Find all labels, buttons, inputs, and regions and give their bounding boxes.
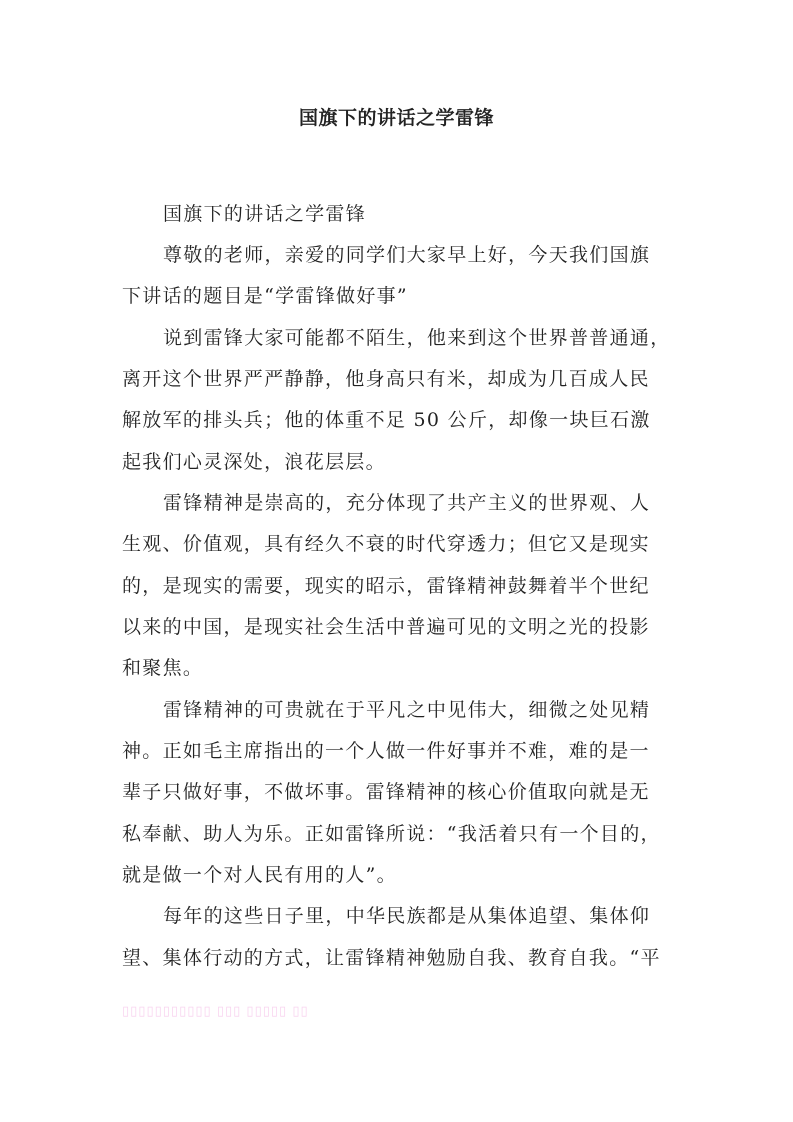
- paragraph-line: 的，是现实的需要，现实的昭示，雷锋精神鼓舞着半个世纪: [122, 575, 650, 597]
- paragraph-line: 望、集体行动的方式，让雷锋精神勉励自我、教育自我。“平: [122, 947, 661, 969]
- paragraph-line: 生观、价值观，具有经久不衰的时代穿透力；但它又是现实: [122, 533, 650, 555]
- faint-watermark: ▯▯▯▯▯▯▯▯▯▯▯ ▯▯▯ ▯▯▯▯▯ ▯▯: [122, 1004, 309, 1019]
- paragraph-line: 和聚焦。: [122, 657, 204, 679]
- paragraph-line: 每年的这些日子里，中华民族都是从集体追望、集体仰: [163, 905, 651, 927]
- paragraph-line: 解放军的排头兵；他的体重不足 50 公斤，却像一块巨石激: [122, 409, 651, 431]
- body-heading: 国旗下的讲话之学雷锋: [163, 203, 367, 225]
- paragraph-line: 以来的中国，是现实社会生活中普遍可见的文明之光的投影: [122, 616, 650, 638]
- paragraph-line: 尊敬的老师，亲爱的同学们大家早上好，今天我们国旗: [163, 244, 651, 266]
- paragraph-line: 辈子只做好事，不做坏事。雷锋精神的核心价值取向就是无: [122, 781, 650, 803]
- paragraph-line: 就是做一个对人民有用的人”。: [122, 864, 397, 886]
- paragraph-line: 下讲话的题目是“学雷锋做好事”: [122, 285, 408, 307]
- paragraph-line: 雷锋精神的可贵就在于平凡之中见伟大，细微之处见精: [163, 699, 651, 721]
- paragraph-line: 离开这个世界严严静静，他身高只有米，却成为几百成人民: [122, 368, 650, 390]
- paragraph-line: 起我们心灵深处，浪花层层。: [122, 451, 386, 473]
- paragraph-line: 雷锋精神是崇高的，充分体现了共产主义的世界观、人: [163, 492, 651, 514]
- paragraph-line: 神。正如毛主席指出的一个人做一件好事并不难，难的是一: [122, 740, 650, 762]
- paragraph-line: 说到雷锋大家可能都不陌生，他来到这个世界普普通通，: [163, 327, 671, 349]
- paragraph-line: 私奉献、助人为乐。正如雷锋所说：“我活着只有一个目的，: [122, 823, 661, 845]
- page-title: 国旗下的讲话之学雷锋: [298, 107, 494, 129]
